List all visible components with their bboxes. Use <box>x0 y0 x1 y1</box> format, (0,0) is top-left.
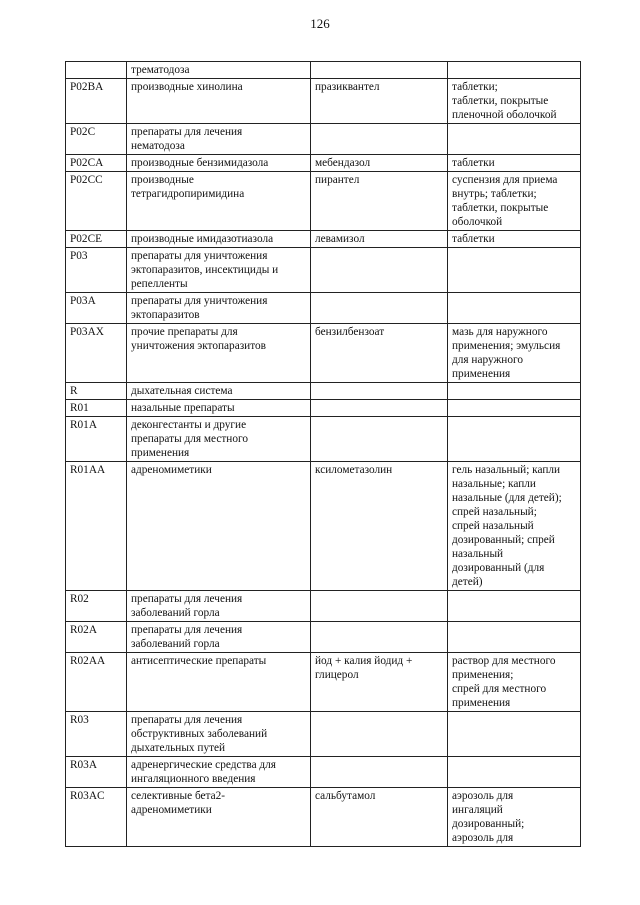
dosage-form-line: спрей назальный <box>452 520 534 532</box>
anatomical-group-cell <box>127 462 311 591</box>
table-row <box>66 248 581 293</box>
table-row <box>66 400 581 417</box>
dosage-form-cell <box>448 400 581 417</box>
drug-name-line: левамизол <box>315 233 365 245</box>
drug-name-cell <box>311 324 448 383</box>
drug-name-cell <box>311 462 448 591</box>
anatomical-group-line: эктопаразитов, инсектициды и <box>131 264 279 276</box>
anatomical-group-cell <box>127 324 311 383</box>
dosage-form-line: таблетки, покрытые <box>452 95 549 107</box>
anatomical-group-line: применения <box>131 447 190 459</box>
table-row <box>66 293 581 324</box>
anatomical-group-line: препараты для лечения <box>131 126 243 138</box>
anatomical-group-cell <box>127 124 311 155</box>
table-row <box>66 788 581 847</box>
dosage-form-cell <box>448 79 581 124</box>
table-row <box>66 591 581 622</box>
anatomical-group-line: производные бензимидазола <box>131 157 269 169</box>
anatomical-group-line: эктопаразитов <box>131 309 200 321</box>
anatomical-group-line: производные <box>131 174 194 186</box>
dosage-form-cell <box>448 757 581 788</box>
dosage-form-cell <box>448 417 581 462</box>
anatomical-group-line: препараты для уничтожения <box>131 250 268 262</box>
anatomical-group-line: адренергические средства для <box>131 759 277 771</box>
dosage-form-line: таблетки; <box>452 81 498 93</box>
drug-name-line: сальбутамол <box>315 790 376 802</box>
table-row <box>66 417 581 462</box>
dosage-form-cell <box>448 231 581 248</box>
drug-name-cell <box>311 591 448 622</box>
dosage-form-cell <box>448 293 581 324</box>
table-body <box>66 62 581 847</box>
anatomical-group-line: уничтожения эктопаразитов <box>131 340 266 352</box>
anatomical-group-cell <box>127 653 311 712</box>
table-row <box>66 622 581 653</box>
anatomical-group-line: ингаляционного введения <box>131 773 256 785</box>
dosage-form-line: таблетки, покрытые <box>452 202 549 214</box>
anatomical-group-cell <box>127 293 311 324</box>
anatomical-group-line: тетрагидропиримидина <box>131 188 245 200</box>
drug-name-cell <box>311 155 448 172</box>
anatomical-group-cell <box>127 757 311 788</box>
anatomical-group-cell <box>127 248 311 293</box>
dosage-form-cell <box>448 124 581 155</box>
drug-name-cell <box>311 231 448 248</box>
table-row <box>66 62 581 79</box>
drug-name-cell <box>311 124 448 155</box>
drug-name-cell <box>311 248 448 293</box>
anatomical-group-cell <box>127 400 311 417</box>
table-row <box>66 155 581 172</box>
atc-code-cell: R03A <box>66 757 127 788</box>
dosage-form-line: спрей для местного <box>452 683 547 695</box>
anatomical-group-cell <box>127 155 311 172</box>
table-row <box>66 757 581 788</box>
atc-code-cell: P03 <box>66 248 127 293</box>
anatomical-group-line: назальные препараты <box>131 402 235 414</box>
anatomical-group-cell <box>127 591 311 622</box>
dosage-form-line: дозированный (для <box>452 562 545 574</box>
dosage-form-line: применения <box>452 368 511 380</box>
dosage-form-line: мазь для наружного <box>452 326 548 338</box>
dosage-form-line: оболочкой <box>452 216 503 228</box>
atc-code-cell: P03A <box>66 293 127 324</box>
dosage-form-line: назальные; капли <box>452 478 536 490</box>
anatomical-group-line: препараты для лечения <box>131 624 243 636</box>
anatomical-group-line: прочие препараты для <box>131 326 238 338</box>
dosage-form-cell <box>448 62 581 79</box>
dosage-form-cell <box>448 591 581 622</box>
dosage-form-line: таблетки <box>452 157 495 169</box>
anatomical-group-cell <box>127 383 311 400</box>
anatomical-group-line: препараты для лечения <box>131 593 243 605</box>
dosage-form-line: применения; эмульсия <box>452 340 561 352</box>
table-row <box>66 124 581 155</box>
anatomical-group-line: обструктивных заболеваний <box>131 728 268 740</box>
drug-name-cell <box>311 383 448 400</box>
drug-name-cell <box>311 79 448 124</box>
atc-code-cell: R02 <box>66 591 127 622</box>
anatomical-group-line: препараты для лечения <box>131 714 243 726</box>
anatomical-group-cell <box>127 79 311 124</box>
table-row <box>66 79 581 124</box>
anatomical-group-cell <box>127 231 311 248</box>
drug-name-cell <box>311 653 448 712</box>
atc-code-cell: R03AC <box>66 788 127 847</box>
drug-name-cell <box>311 788 448 847</box>
dosage-form-line: ингаляций <box>452 804 503 816</box>
anatomical-group-line: заболеваний горла <box>131 607 220 619</box>
anatomical-group-cell <box>127 417 311 462</box>
anatomical-group-cell <box>127 172 311 231</box>
drug-name-cell <box>311 417 448 462</box>
dosage-form-cell <box>448 324 581 383</box>
dosage-form-line: дозированный; спрей <box>452 534 555 546</box>
anatomical-group-line: адреномиметики <box>131 464 212 476</box>
anatomical-group-cell <box>127 62 311 79</box>
table-row <box>66 712 581 757</box>
atc-code-cell: R <box>66 383 127 400</box>
drug-name-line: мебендазол <box>315 157 371 169</box>
anatomical-group-line: производные хинолина <box>131 81 243 93</box>
anatomical-group-line: заболеваний горла <box>131 638 220 650</box>
anatomical-group-line: трематодоза <box>131 64 190 76</box>
anatomical-group-line: антисептические препараты <box>131 655 267 667</box>
anatomical-group-line: селективные бета2- <box>131 790 226 802</box>
anatomical-group-cell <box>127 788 311 847</box>
dosage-form-cell <box>448 712 581 757</box>
dosage-form-cell <box>448 622 581 653</box>
dosage-form-cell <box>448 172 581 231</box>
drug-name-cell <box>311 622 448 653</box>
drug-classification-table <box>65 61 581 847</box>
anatomical-group-line: препараты для местного <box>131 433 248 445</box>
dosage-form-cell <box>448 788 581 847</box>
dosage-form-line: таблетки <box>452 233 495 245</box>
anatomical-group-line: препараты для уничтожения <box>131 295 268 307</box>
anatomical-group-cell <box>127 622 311 653</box>
dosage-form-line: применения; <box>452 669 514 681</box>
dosage-form-cell <box>448 155 581 172</box>
drug-name-cell <box>311 757 448 788</box>
drug-name-line: бензилбензоат <box>315 326 385 338</box>
table-row <box>66 653 581 712</box>
dosage-form-line: гель назальный; капли <box>452 464 561 476</box>
drug-name-line: пирантел <box>315 174 360 186</box>
table-row <box>66 231 581 248</box>
drug-name-cell <box>311 400 448 417</box>
dosage-form-line: детей) <box>452 576 483 588</box>
atc-code-cell: R02A <box>66 622 127 653</box>
atc-code-cell: R01AA <box>66 462 127 591</box>
anatomical-group-cell <box>127 712 311 757</box>
anatomical-group-line: деконгестанты и другие <box>131 419 247 431</box>
drug-name-line: йод + калия йодид + <box>315 655 413 667</box>
dosage-form-cell <box>448 383 581 400</box>
drug-name-cell <box>311 712 448 757</box>
dosage-form-line: для наружного <box>452 354 523 366</box>
anatomical-group-line: адреномиметики <box>131 804 212 816</box>
dosage-form-line: спрей назальный; <box>452 506 537 518</box>
atc-code-cell <box>66 62 127 79</box>
page-number: 126 <box>310 16 330 31</box>
dosage-form-line: назальный <box>452 548 504 560</box>
dosage-form-line: внутрь; таблетки; <box>452 188 537 200</box>
atc-code-cell: P02BA <box>66 79 127 124</box>
drug-name-line: празиквантел <box>315 81 380 93</box>
atc-code-cell: R01A <box>66 417 127 462</box>
table-row <box>66 462 581 591</box>
dosage-form-cell <box>448 653 581 712</box>
table-row <box>66 324 581 383</box>
anatomical-group-line: дыхательная система <box>131 385 233 397</box>
drug-name-line: глицерол <box>315 669 359 681</box>
atc-code-cell: P02CE <box>66 231 127 248</box>
anatomical-group-line: производные имидазотиазола <box>131 233 274 245</box>
dosage-form-line: назальные (для детей); <box>452 492 562 504</box>
dosage-form-line: аэрозоль для <box>452 832 514 844</box>
anatomical-group-line: нематодоза <box>131 140 185 152</box>
anatomical-group-line: дыхательных путей <box>131 742 226 754</box>
drug-name-cell <box>311 62 448 79</box>
atc-code-cell: R03 <box>66 712 127 757</box>
dosage-form-line: суспензия для приема <box>452 174 558 186</box>
dosage-form-line: применения <box>452 697 511 709</box>
atc-code-cell: P03AX <box>66 324 127 383</box>
dosage-form-line: дозированный; <box>452 818 525 830</box>
atc-code-cell: R02AA <box>66 653 127 712</box>
dosage-form-line: раствор для местного <box>452 655 556 667</box>
dosage-form-cell <box>448 462 581 591</box>
atc-code-cell: P02CA <box>66 155 127 172</box>
drug-name-cell <box>311 172 448 231</box>
dosage-form-line: пленочной оболочкой <box>452 109 557 121</box>
dosage-form-line: аэрозоль для <box>452 790 514 802</box>
anatomical-group-line: репелленты <box>131 278 188 290</box>
atc-code-cell: R01 <box>66 400 127 417</box>
table-row <box>66 383 581 400</box>
drug-name-cell <box>311 293 448 324</box>
table-row <box>66 172 581 231</box>
atc-code-cell: P02C <box>66 124 127 155</box>
atc-code-cell: P02CC <box>66 172 127 231</box>
dosage-form-cell <box>448 248 581 293</box>
drug-name-line: ксилометазолин <box>315 464 393 476</box>
